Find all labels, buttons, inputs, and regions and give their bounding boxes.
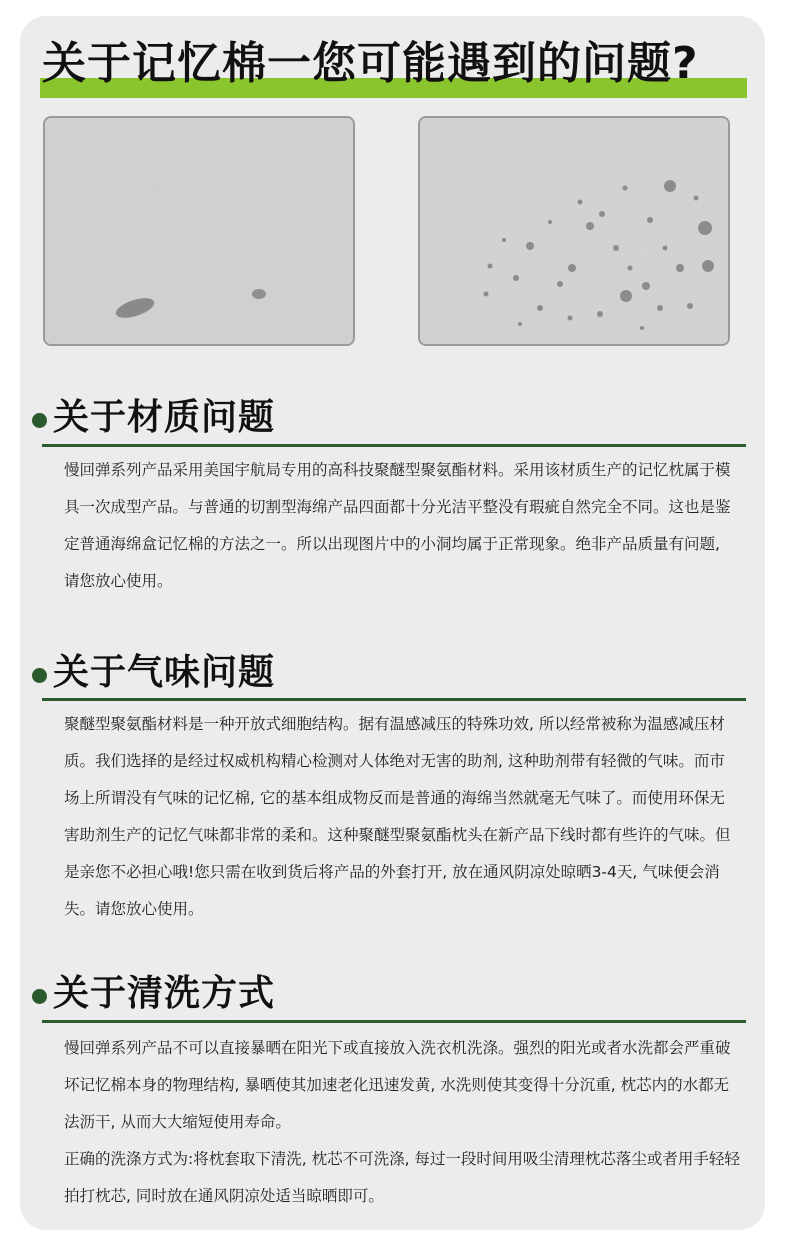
foam-photo-few-holes	[43, 116, 355, 346]
page-title: 关于记忆棉一您可能遇到的问题?	[42, 38, 699, 89]
section-divider	[42, 444, 746, 447]
section-divider	[42, 1020, 746, 1023]
section-odor-body	[64, 706, 740, 928]
bullet-dot-icon	[32, 668, 47, 683]
paragraph: 慢回弹系列产品不可以直接暴晒在阳光下或直接放入洗衣机洗涤。强烈的阳光或者水洗都会严重破坏记忆棉本身的物理结构, 暴晒使其加速老化迅速发黄, 水洗则使其变得十分沉重, 枕芯内的水都无法沥干, 从而大大缩短使用寿命。	[64, 1039, 731, 1131]
section-material-heading	[32, 386, 275, 442]
page-header	[40, 26, 750, 102]
section-title: 关于清洗方式	[53, 972, 276, 1014]
foam-photo-many-holes	[418, 116, 730, 346]
paragraph: 聚醚型聚氨酯材料是一种开放式细胞结构。据有温感减压的特殊功效, 所以经常被称为温感减压材质。我们选择的是经过权威机构精心检测对人体绝对无害的助剂, 这种助剂带有轻微的气味。而市场上所谓没有气味的记忆棉, 它的基本组成物反而是普通的海绵当然就毫无气味了。而使用环保无害助剂生产的记忆气味都非常的柔和。这种聚醚型聚氨酯枕头在新产品下线时都有些许的气味。但是亲您不必担心哦!您只需在收到货后将产品的外套打开, 放在通风阴凉处晾晒3-4天, 气味便会消失。请您放心使用。	[64, 715, 731, 918]
section-title: 关于气味问题	[53, 651, 276, 693]
paragraph: 正确的洗涤方式为:将枕套取下清洗, 枕芯不可洗涤, 每过一段时间用吸尘清理枕芯落尘或者用手轻轻拍打枕芯, 同时放在通风阴凉处适当晾晒即可。	[64, 1150, 740, 1205]
section-cleaning-body	[64, 1030, 740, 1215]
section-cleaning-heading	[32, 962, 275, 1018]
bullet-dot-icon	[32, 989, 47, 1004]
paragraph: 慢回弹系列产品采用美国宇航局专用的高科技聚醚型聚氨酯材料。采用该材质生产的记忆枕属于模具一次成型产品。与普通的切割型海绵产品四面都十分光洁平整没有瑕疵自然完全不同。这也是鉴定普通海绵盒记忆棉的方法之一。所以出现图片中的小洞均属于正常现象。绝非产品质量有问题, 请您放心使用。	[64, 461, 731, 590]
section-title: 关于材质问题	[53, 396, 276, 438]
section-material-body	[64, 452, 740, 600]
bullet-dot-icon	[32, 413, 47, 428]
section-divider	[42, 698, 746, 701]
section-odor-heading	[32, 641, 275, 697]
